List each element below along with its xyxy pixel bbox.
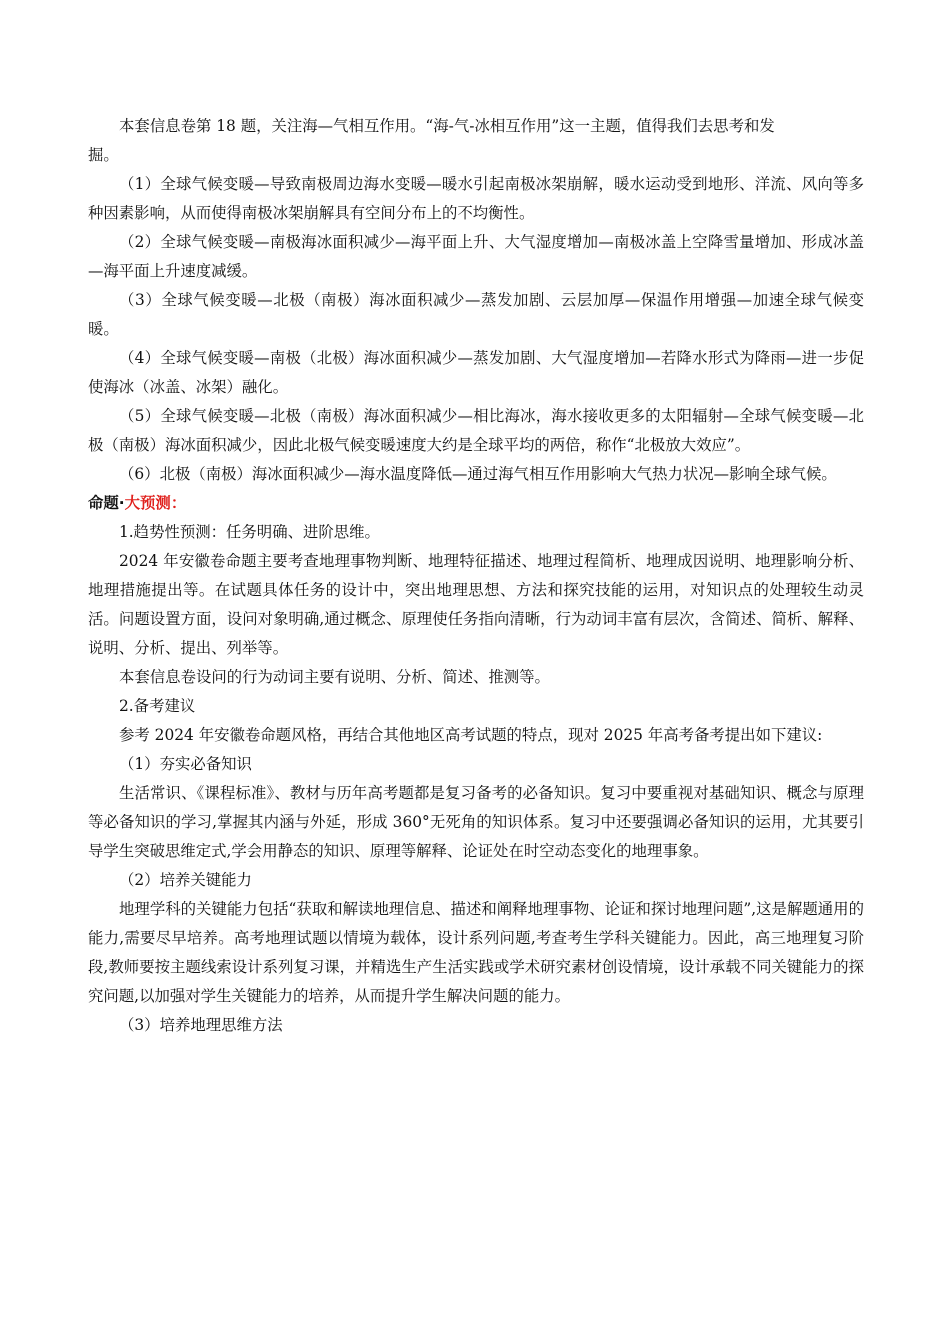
- item-5: （5）全球气候变暖—北极（南极）海冰面积减少—相比海冰，海水接收更多的太阳辐射—全球气候变暖—北极（南极）海冰面积减少，因此北极气候变暖速度大约是全球平均的两倍，称作“北极放大效应”。: [88, 407, 864, 454]
- intro-line-1: 本套信息卷第 18 题，关注海—气相互作用。“海-气-冰相互作用”这一主题，值得我们去思考和发: [119, 117, 775, 135]
- intro-line-2: 掘。: [88, 146, 119, 164]
- section1-paragraph-2: 本套信息卷设问的行为动词主要有说明、分析、简述、推测等。: [119, 668, 550, 686]
- subsection2-title: （2）培养关键能力: [119, 871, 252, 889]
- item-4: （4）全球气候变暖—南极（北极）海冰面积减少—蒸发加剧、大气湿度增加—若降水形式为降雨—进一步促使海冰（冰盖、冰架）融化。: [88, 349, 864, 396]
- item-2: （2）全球气候变暖—南极海冰面积减少—海平面上升、大气湿度增加—南极冰盖上空降雪量增加、形成冰盖—海平面上升速度减缓。: [88, 233, 864, 280]
- section2-title: 2.备考建议: [119, 697, 196, 715]
- item-1: （1）全球气候变暖—导致南极周边海水变暖—暖水引起南极冰架崩解，暖水运动受到地形、洋流、风向等多种因素影响，从而使得南极冰架崩解具有空间分布上的不均衡性。: [88, 175, 864, 222]
- section2-paragraph-1: 参考 2024 年安徽卷命题风格，再结合其他地区高考试题的特点，现对 2025 年高考备考提出如下建议:: [119, 726, 823, 744]
- item-3: （3）全球气候变暖—北极（南极）海冰面积减少—蒸发加剧、云层加厚—保温作用增强—加速全球气候变暖。: [88, 291, 864, 338]
- heading-black: 命题·: [88, 494, 125, 512]
- section-heading: [88, 489, 864, 518]
- heading-red: 大预测：: [124, 494, 187, 512]
- document-page: [88, 112, 864, 1040]
- subsection2-text: 地理学科的关键能力包括“获取和解读地理信息、描述和阐释地理事物、论证和探讨地理问题”,这是解题通用的能力,需要尽早培养。高考地理试题以情境为载体，设计系列问题,考查考生学科关键能力。因此，高三地理复习阶段,教师要按主题线索设计系列复习课，并精选生产生活实践或学术研究素材创设情境，设计承载不同关键能力的探究问题,以加强对学生关键能力的培养，从而提升学生解决问题的能力。: [88, 900, 864, 1005]
- section1-paragraph-1: 2024 年安徽卷命题主要考查地理事物判断、地理特征描述、地理过程简析、地理成因说明、地理影响分析、地理措施提出等。在试题具体任务的设计中，突出地理思想、方法和探究技能的运用，对知识点的处理较生动灵活。问题设置方面，设问对象明确,通过概念、原理使任务指向清晰，行为动词丰富有层次，含简述、简析、解释、说明、分析、提出、列举等。: [88, 552, 864, 657]
- subsection1-title: （1）夯实必备知识: [119, 755, 252, 773]
- subsection3-title: （3）培养地理思维方法: [119, 1016, 283, 1034]
- item-6: （6）北极（南极）海冰面积减少—海水温度降低—通过海气相互作用影响大气热力状况—影响全球气候。: [119, 465, 837, 483]
- intro-paragraph: [88, 112, 864, 170]
- section1-title: 1.趋势性预测：任务明确、进阶思维。: [119, 523, 380, 541]
- subsection1-text: 生活常识、《课程标准》、教材与历年高考题都是复习备考的必备知识。复习中要重视对基础知识、概念与原理等必备知识的学习,掌握其内涵与外延，形成 360°无死角的知识体系。复习中还要强调必备知识的运用，尤其要引导学生突破思维定式,学会用静态的知识、原理等解释、论证处在时空动态变化的地理事象。: [88, 784, 864, 860]
